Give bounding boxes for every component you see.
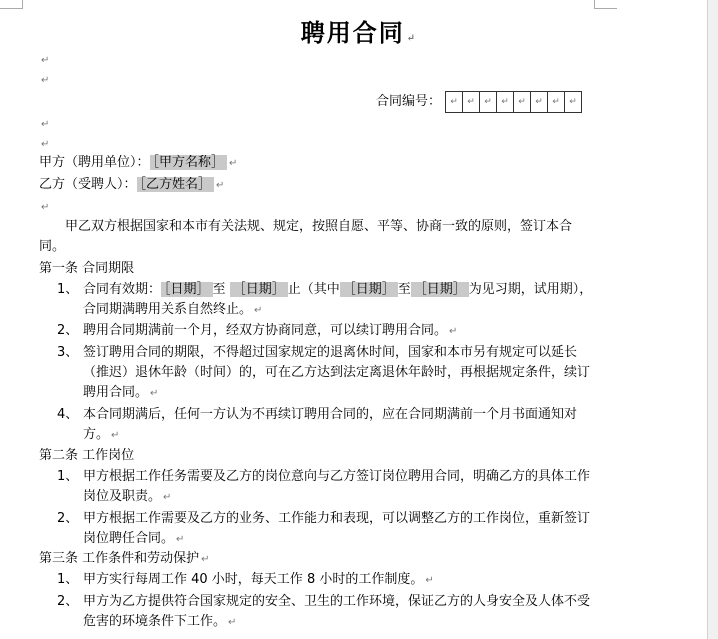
contract-number-cell[interactable]: ↵ (548, 92, 565, 112)
contract-number-cell[interactable]: ↵ (531, 92, 548, 112)
contract-number-cell[interactable]: ↵ (480, 92, 497, 112)
page-right-margin-area (707, 0, 718, 639)
date-field[interactable]: ［日期］ (161, 282, 213, 297)
empty-paragraph: ↵ (41, 202, 50, 213)
party-a-field[interactable]: ［甲方名称］ (150, 155, 228, 170)
contract-number-cell[interactable]: ↵ (514, 92, 531, 112)
page-corner-mark-right (594, 0, 617, 9)
date-field[interactable]: ［日期］ (340, 282, 398, 297)
article2-heading: 第二条 工作岗位 (39, 448, 135, 463)
document-title: 聘用合同 ↵ (300, 18, 418, 47)
article3-heading: 第三条 工作条件和劳动保护 ↵ (39, 551, 210, 566)
contract-number-cell[interactable]: ↵ (446, 92, 463, 112)
contract-number-label: 合同编号： (376, 94, 442, 109)
contract-number-cell[interactable]: ↵ (463, 92, 480, 112)
article1-item1: 1、 合同有效期： ［日期］ 至 ［日期］ 止（其中 ［日期］ 至 ［日期］ 为见习期，试用期）， 合同期满聘用关系自然终止。 ↵ (57, 282, 593, 317)
empty-paragraph: ↵ (41, 55, 50, 66)
date-field[interactable]: ［日期］ (230, 282, 288, 297)
party-b-field[interactable]: ［乙方姓名］ (137, 177, 215, 192)
contract-number-cell[interactable]: ↵ (497, 92, 514, 112)
empty-paragraph: ↵ (41, 139, 50, 150)
empty-paragraph: ↵ (41, 75, 50, 86)
contract-number-field[interactable] (445, 91, 582, 113)
document-page[interactable]: 聘用合同 ↵ ↵ ↵ 合同编号： ↵ ↵ ↵ ↵ ↵ ↵ ↵ ↵ ↵ ↵ 甲方（聘用单位）： ［甲方名称］ ↵ 乙方（受聘人）： ［乙方姓名］ ↵ ↵ 甲乙双方根据国家和本市有关法规、规定，按照自愿、平等、协商一致的原则，签订本合同。 第一条 合同期限 1、 合同有效期： ［日期］ 至 ［日期］ 止（其中 ［日期］ 至 ［日期］ 为见习期，试用期）， 合同期满聘用关系自然终止。 ↵ 2、 聘用合同期满前一个月，经双方协商同意，可以续订聘用合同。 ↵ 3、 签订聘用合同的期限，不得超过国家规定的退离休时间，国家和本市另有规定可以延长（推迟）退休年龄（时间）的，可在乙方达到法定离退休年龄时，再根据规定条件，续订聘用合同。 ↵ 4、 本合同期满后，任何一方认为不再续订聘用合同的，应在合同期满前一个月书面通知对方。 ↵ 第二条 工作岗位 1、 甲方根据工作任务需要及乙方的岗位意向与乙方签订岗位聘用合同，明确乙方的具体工作岗位及职责。 ↵ 2、 甲方根据工作需要及乙方的业务、工作能力和表现，可以调整乙方的工作岗位，重新签订岗位聘任合同。 ↵ 第三条 工作条件和劳动保护 ↵ 1、 甲方实行每周工作 40 小时，每天工作 8 小时的工作制度。 ↵ 2、 甲方为乙方提供符合国家规定的安全、卫生的工作环境，保证乙方的人身安全及人体不受危害的环境条件下工作。 ↵ (0, 0, 718, 639)
article1-heading: 第一条 合同期限 (39, 261, 135, 276)
party-b-line: 乙方（受聘人）： ［乙方姓名］ ↵ (39, 177, 225, 192)
date-field[interactable]: ［日期］ (411, 282, 469, 297)
intro-paragraph: 甲乙双方根据国家和本市有关法规、规定，按照自愿、平等、协商一致的原则，签订本合同。 (39, 219, 573, 254)
empty-paragraph: ↵ (41, 119, 50, 130)
page-corner-mark-left (0, 0, 23, 9)
contract-number-cell[interactable]: ↵ (569, 97, 577, 107)
party-a-line: 甲方（聘用单位）： ［甲方名称］ ↵ (39, 155, 238, 170)
